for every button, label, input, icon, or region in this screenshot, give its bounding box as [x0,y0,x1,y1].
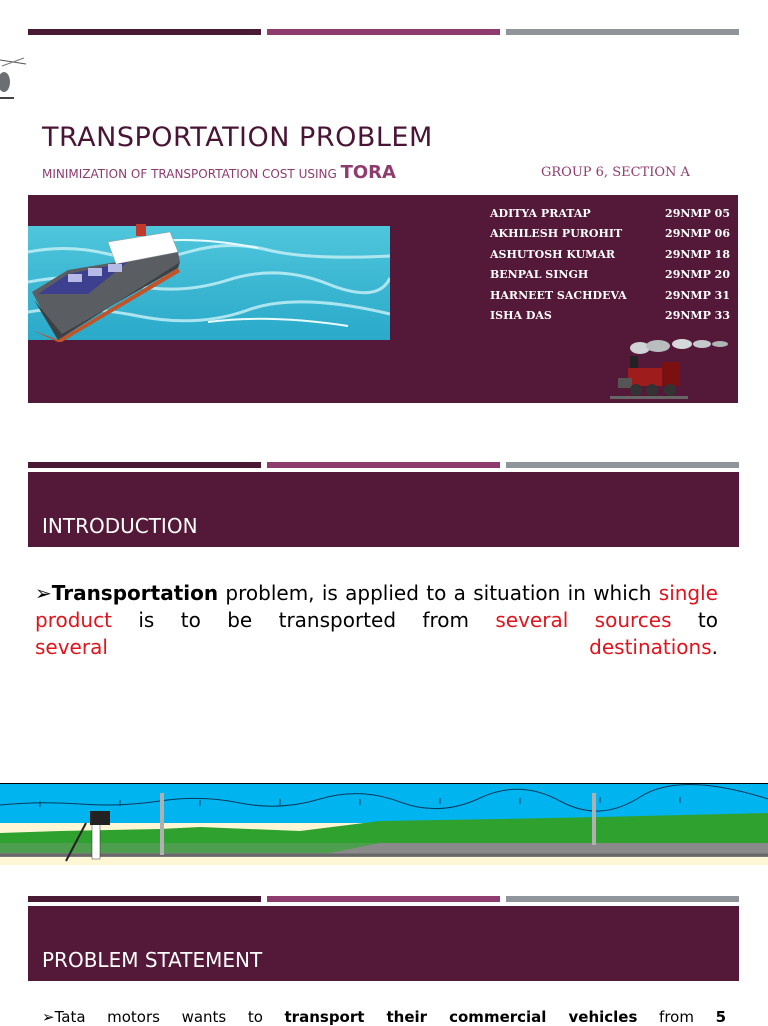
steam-train-clipart [610,338,730,402]
top-bar-gray [506,29,739,35]
top-bar-dark [28,29,261,35]
bullet-arrow: ➢ [42,1008,55,1026]
problem-heading: PROBLEM STATEMENT [42,948,263,972]
slide-title: TRANSPORTATION PROBLEM [42,122,433,153]
intro-paragraph: ➢Transportation problem, is applied to a situation in which single product is to be transported from several sources to several destinations. [35,581,718,659]
member-row: AKHILESH PUROHIT 29NMP 06 [490,227,730,241]
slide3-bar-dark [28,896,261,902]
member-row: HARNEET SACHDEVA 29NMP 31 [490,288,730,302]
slide2-bar-gray [506,462,739,468]
tora-label: TORA [340,162,396,183]
member-row: ASHUTOSH KUMAR 29NMP 18 [490,247,730,261]
helicopter-clipart [0,52,30,107]
slide2-bar-dark [28,462,261,468]
ship-on-sea-image [28,222,390,342]
slide3-bar-mid [267,896,500,902]
top-bar-mid [267,29,500,35]
problem-paragraph: ➢Tata motors wants to transport their commercial vehicles from 5 [42,1008,726,1026]
group-label: GROUP 6, SECTION A [541,165,690,180]
intro-heading: INTRODUCTION [42,514,198,538]
slide-subtitle: MINIMIZATION OF TRANSPORTATION COST USING TORA [42,162,396,183]
member-list [490,207,730,329]
slide3-bar-gray [506,896,739,902]
slide2-bar-mid [267,462,500,468]
member-row: ADITYA PRATAP 29NMP 05 [490,207,730,220]
bullet-arrow: ➢ [35,581,52,605]
member-row: BENPAL SINGH 29NMP 20 [490,268,730,282]
member-row: ISHA DAS 29NMP 33 [490,308,730,322]
railway-landscape-image [0,783,768,865]
